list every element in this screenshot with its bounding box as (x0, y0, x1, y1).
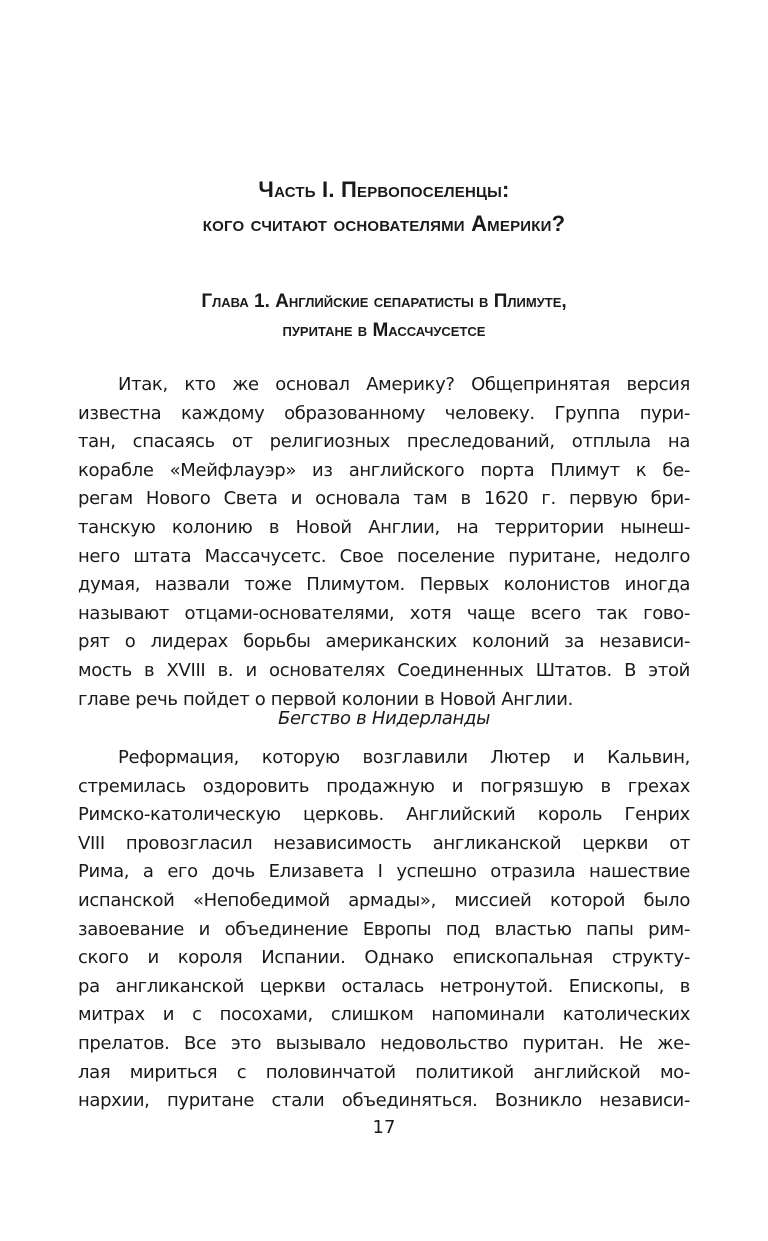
paragraph-2-line: нархии, пуритане стали объединяться. Возникло независи- (78, 1090, 690, 1112)
paragraph-1-line: регам Нового Света и основала там в 1620 г. первую бри- (78, 488, 690, 510)
paragraph-1 (78, 371, 690, 714)
paragraph-1-line: известна каждому образованному человеку. Группа пури- (78, 402, 690, 424)
paragraph-2-line: ра англиканской церкви осталась нетронутой. Епископы, в (78, 975, 690, 997)
paragraph-1-line: танскую колонию в Новой Англии, на территории нынеш- (78, 516, 690, 538)
paragraph-1-line: главе речь пойдет о первой колонии в Новой Англии. (78, 688, 573, 710)
chapter-title-line-1: Глава 1. Английские сепаратисты в Плимуте, (201, 291, 567, 312)
paragraph-2-line: Рима, а его дочь Елизавета I успешно отразила нашествие (78, 861, 690, 883)
paragraph-1-line: него штата Массачусетс. Свое поселение пуритане, недолго (78, 545, 690, 567)
paragraph-2-line: митрах и с посохами, слишком напоминали католических (78, 1004, 690, 1026)
paragraph-2-line: Римско-католическую церковь. Английский король Генрих (78, 804, 690, 826)
paragraph-1-line: корабле «Мейфлауэр» из английского порта Плимут к бе- (78, 459, 690, 481)
paragraph-1-line: думая, назвали тоже Плимутом. Первых колонистов иногда (78, 574, 690, 596)
paragraph-1-line: рят о лидерах борьбы американских колоний за независи- (78, 631, 690, 653)
paragraph-2-line: стремилась оздоровить продажную и погрязшую в грехах (78, 775, 690, 797)
paragraph-1-line: Итак, кто же основал Америку? Общепринятая версия (118, 374, 690, 395)
part-title-line-1: Часть I. Первопоселенцы: (258, 177, 510, 202)
paragraph-2-line: VIII провозгласил независимость англиканской церкви от (78, 832, 690, 854)
chapter-title-line-2: пуритане в Массачусетсе (282, 320, 486, 341)
paragraph-1-line: называют отцами-основателями, хотя чаще всего так гово- (78, 602, 690, 624)
paragraph-2-line: завоевание и объединение Европы под властью папы рим- (78, 918, 690, 940)
paragraph-2 (78, 744, 690, 1116)
part-title-line-2: кого считают основателями Америки? (202, 211, 566, 236)
section-subheading: Бегство в Нидерланды (277, 708, 491, 729)
paragraph-2-line: лая мириться с половинчатой политикой английской мо- (78, 1061, 690, 1083)
paragraph-2-line: Реформация, которую возглавили Лютер и Кальвин, (118, 747, 690, 768)
paragraph-1-line: мость в XVIII в. и основателях Соединенных Штатов. В этой (78, 659, 690, 681)
paragraph-2-line: ского и короля Испании. Однако епископальная структу- (78, 947, 690, 969)
page-number: 17 (372, 1117, 396, 1138)
paragraph-2-line: испанской «Непобедимой армады», миссией которой было (78, 889, 690, 911)
paragraph-2-line: прелатов. Все это вызывало недовольство пуритан. Не же- (78, 1032, 690, 1054)
paragraph-1-line: тан, спасаясь от религиозных преследований, отплыла на (78, 431, 690, 453)
